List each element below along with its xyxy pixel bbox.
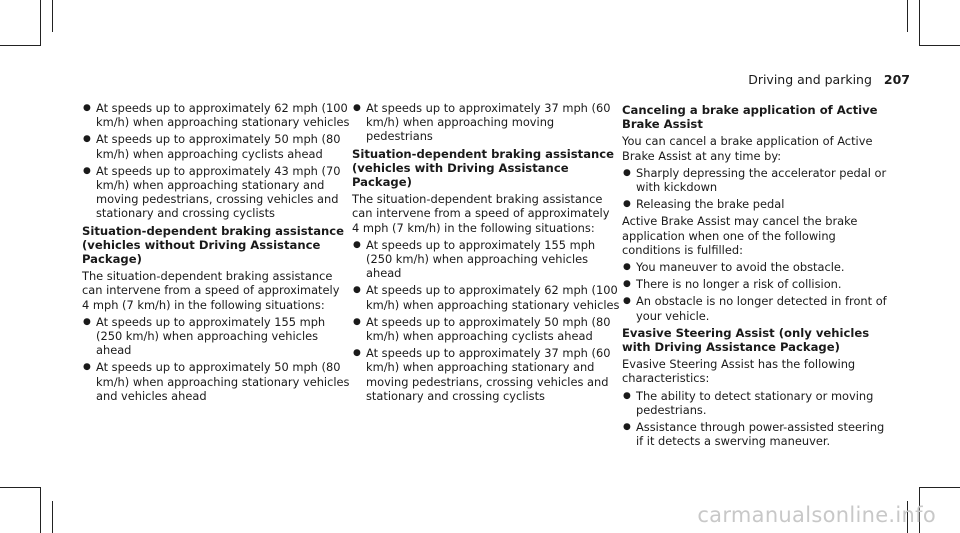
list-item-text: At speeds up to approximately 50 mph (80 km/h) when approaching cyclists ahead bbox=[366, 314, 611, 344]
column-1 bbox=[82, 101, 350, 406]
list-item bbox=[622, 260, 890, 274]
bullet-icon: ● bbox=[83, 316, 91, 327]
list-item bbox=[82, 360, 350, 403]
crop-mark bbox=[40, 0, 41, 46]
list-item bbox=[82, 164, 350, 221]
bullet-icon: ● bbox=[623, 279, 631, 290]
crop-mark bbox=[40, 487, 41, 533]
crop-mark bbox=[919, 45, 960, 46]
list-item-text: At speeds up to approximately 37 mph (60 km/h) when approaching stationary and moving pedestrians, crossing vehicles and stationary and crossing cyclists bbox=[366, 346, 611, 403]
section-heading: Canceling a brake application of Active Brake Assist bbox=[622, 103, 878, 132]
list-item-text: Sharply depressing the accelerator pedal or with kickdown bbox=[636, 165, 887, 195]
bullet-list bbox=[622, 389, 890, 449]
bullet-list bbox=[82, 315, 350, 403]
crop-mark bbox=[0, 45, 40, 46]
page-header bbox=[748, 72, 910, 87]
crop-mark bbox=[0, 487, 40, 488]
paragraph: Evasive Steering Assist has the following characteristics: bbox=[622, 357, 856, 386]
list-item-text: At speeds up to approximately 62 mph (100 km/h) when approaching stationary vehicles bbox=[366, 283, 620, 312]
list-item bbox=[352, 315, 620, 343]
bullet-icon: ● bbox=[83, 165, 91, 176]
bullet-icon: ● bbox=[353, 239, 361, 250]
list-item-text: At speeds up to approximately 43 mph (70 km/h) when approaching stationary and moving pedestrians, crossing vehicles and stationary and crossing cyclists bbox=[96, 163, 341, 221]
list-item bbox=[622, 166, 890, 194]
list-item bbox=[622, 197, 890, 211]
list-item bbox=[82, 132, 350, 160]
column-2 bbox=[352, 101, 620, 406]
bullet-icon: ● bbox=[83, 103, 91, 113]
list-item-text: At speeds up to approximately 62 mph (100 km/h) when approaching stationary vehicles bbox=[96, 101, 350, 130]
list-item bbox=[352, 238, 620, 281]
list-item-text: An obstacle is no longer detected in front of your vehicle. bbox=[636, 294, 887, 323]
crop-mark bbox=[52, 0, 53, 32]
paragraph: You can cancel a brake application of Active Brake Assist at any time by: bbox=[622, 134, 873, 163]
watermark: carmanualsonline.info bbox=[697, 503, 936, 527]
bullet-icon: ● bbox=[623, 262, 631, 273]
list-item-text: You maneuver to avoid the obstacle. bbox=[636, 260, 845, 275]
bullet-icon: ● bbox=[623, 199, 631, 210]
list-item bbox=[82, 315, 350, 358]
crop-mark bbox=[919, 487, 960, 488]
list-item-text: At speeds up to approximately 155 mph (250 km/h) when approaching vehicles ahead bbox=[366, 237, 596, 281]
bullet-list bbox=[622, 166, 890, 212]
bullet-list bbox=[352, 238, 620, 403]
paragraph: The situation-dependent braking assistance can intervene from a speed of approximately 4 mph (7 km/h) in the following situations: bbox=[82, 269, 340, 312]
bullet-icon: ● bbox=[623, 390, 631, 401]
bullet-icon: ● bbox=[353, 348, 361, 359]
bullet-icon: ● bbox=[623, 167, 631, 178]
section-heading: Situation-dependent braking assistance (vehicles with Driving Assistance Package) bbox=[352, 146, 615, 190]
bullet-list bbox=[82, 101, 350, 221]
paragraph: Active Brake Assist may cancel the brake application when one of the following conditions is fulfilled: bbox=[622, 214, 858, 257]
crop-mark bbox=[907, 0, 908, 32]
bullet-icon: ● bbox=[353, 316, 361, 327]
list-item-text: At speeds up to approximately 50 mph (80 km/h) when approaching cyclists ahead bbox=[96, 132, 341, 161]
bullet-icon: ● bbox=[623, 296, 631, 307]
paragraph: The situation-dependent braking assistance can intervene from a speed of approximately 4 mph (7 km/h) in the following situations: bbox=[352, 192, 610, 235]
list-item bbox=[352, 346, 620, 403]
list-item-text: There is no longer a risk of collision. bbox=[636, 277, 842, 292]
list-item bbox=[352, 101, 620, 144]
list-item bbox=[622, 294, 890, 322]
list-item-text: Assistance through power-assisted steering if it detects a swerving maneuver. bbox=[636, 420, 885, 449]
bullet-icon: ● bbox=[623, 422, 631, 433]
bullet-icon: ● bbox=[353, 103, 361, 113]
bullet-icon: ● bbox=[353, 285, 361, 296]
bullet-list bbox=[352, 101, 620, 144]
bullet-list bbox=[622, 260, 890, 323]
crop-mark bbox=[52, 501, 53, 533]
list-item-text: At speeds up to approximately 50 mph (80 km/h) when approaching stationary vehicles and vehicles ahead bbox=[96, 360, 350, 403]
column-3 bbox=[622, 101, 890, 451]
section-title: Driving and parking bbox=[748, 72, 872, 87]
list-item-text: The ability to detect stationary or moving pedestrians. bbox=[636, 388, 874, 417]
list-item-text: At speeds up to approximately 37 mph (60 km/h) when approaching moving pedestrians bbox=[366, 101, 611, 144]
section-heading: Evasive Steering Assist (only vehicles with Driving Assistance Package) bbox=[622, 325, 870, 355]
list-item bbox=[622, 420, 890, 448]
section-heading: Situation-dependent braking assistance (vehicles without Driving Assistance Package) bbox=[82, 223, 345, 267]
list-item bbox=[622, 277, 890, 291]
crop-mark bbox=[919, 0, 920, 46]
list-item bbox=[82, 101, 350, 129]
list-item bbox=[622, 389, 890, 417]
bullet-icon: ● bbox=[83, 362, 91, 373]
bullet-icon: ● bbox=[83, 134, 91, 145]
page-number: 207 bbox=[883, 72, 910, 87]
list-item-text: At speeds up to approximately 155 mph (250 km/h) when approaching vehicles ahead bbox=[96, 314, 326, 358]
list-item-text: Releasing the brake pedal bbox=[636, 197, 785, 212]
list-item bbox=[352, 283, 620, 311]
